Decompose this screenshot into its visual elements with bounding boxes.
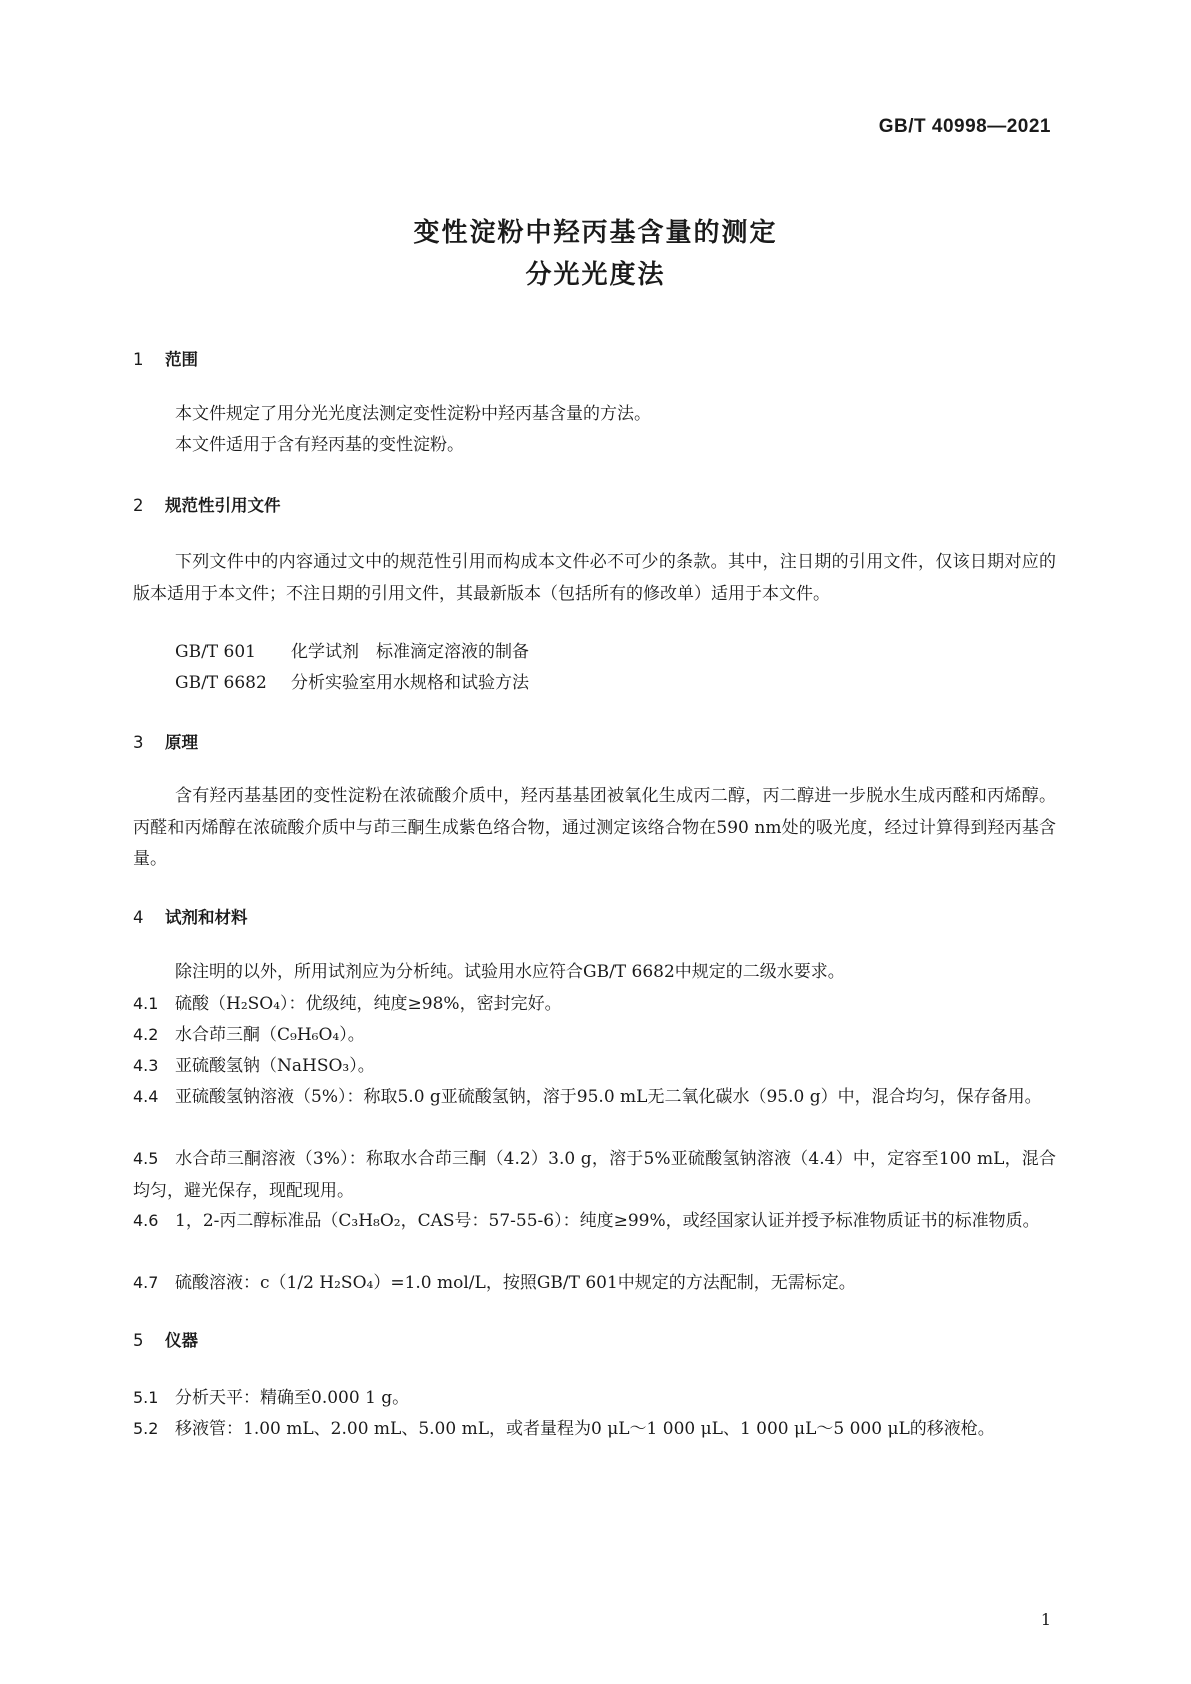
- reference-code: GB/T 6682: [175, 673, 267, 693]
- reagents-intro: 除注明的以外，所用试剂应为分析纯。试验用水应符合GB/T 6682中规定的二级水要求。: [175, 962, 845, 982]
- document-title-line1: 变性淀粉中羟丙基含量的测定: [413, 218, 778, 248]
- item-text: 移液管：1.00 mL、2.00 mL、5.00 mL，或者量程为0 μL～1 000 μL、1 000 μL～5 000 μL的移液枪。: [175, 1419, 995, 1439]
- section-title: 试剂和材料: [165, 908, 248, 927]
- reference-item: [175, 668, 529, 693]
- reagent-item: [133, 1267, 1056, 1300]
- section-heading-normative-references: [133, 492, 281, 516]
- item-number: 4.5: [133, 1149, 159, 1168]
- item-text: 硫酸（H₂SO₄）：优级纯，纯度≥98%，密封完好。: [175, 994, 562, 1014]
- item-text: 硫酸溶液：c（1/2 H₂SO₄）=1.0 mol/L，按照GB/T 601中规定的方法配制，无需标定。: [175, 1273, 856, 1293]
- reference-title: 分析实验室用水规格和试验方法: [291, 673, 529, 693]
- principle-paragraph: 含有羟丙基基团的变性淀粉在浓硫酸介质中，羟丙基基团被氧化生成丙二醇，丙二醇进一步脱水生成丙醛和丙烯醇。丙醛和丙烯醇在浓硫酸介质中与茚三酮生成紫色络合物，通过测定该络合物在590 nm处的吸光度，经过计算得到羟丙基含量。: [133, 786, 1056, 869]
- reagent-item: [133, 1205, 1056, 1238]
- scope-paragraph-2: 本文件适用于含有羟丙基的变性淀粉。: [175, 435, 464, 455]
- reference-code: GB/T 601: [175, 642, 256, 662]
- reagent-item: [133, 1050, 1056, 1083]
- item-text: 分析天平：精确至0.000 1 g。: [175, 1388, 410, 1408]
- section-title: 规范性引用文件: [165, 496, 281, 515]
- item-number: 4.6: [133, 1211, 159, 1230]
- page-number: 1: [1040, 1610, 1051, 1629]
- apparatus-item: [133, 1413, 1056, 1446]
- item-number: 4.1: [133, 994, 159, 1013]
- reagent-item: [133, 1081, 1056, 1114]
- section-heading-reagents: [133, 904, 248, 928]
- reagent-item: [133, 1143, 1056, 1207]
- reagent-item: [133, 988, 1056, 1021]
- item-text: 水合茚三酮（C₉H₆O₄）。: [175, 1025, 365, 1045]
- scope-paragraph-1: 本文件规定了用分光光度法测定变性淀粉中羟丙基含量的方法。: [175, 404, 651, 424]
- item-text: 水合茚三酮溶液（3%）：称取水合茚三酮（4.2）3.0 g，溶于5%亚硫酸氢钠溶液（4.4）中，定容至100 mL，混合均匀，避光保存，现配现用。: [133, 1149, 1056, 1201]
- references-paragraph: 下列文件中的内容通过文中的规范性引用而构成本文件必不可少的条款。其中，注日期的引用文件，仅该日期对应的版本适用于本文件；不注日期的引用文件，其最新版本（包括所有的修改单）适用于本文件。: [133, 552, 1056, 604]
- item-number: 4.3: [133, 1056, 159, 1075]
- section-number: 2: [133, 496, 144, 515]
- section-title: 原理: [165, 733, 198, 752]
- document-title-line2: 分光光度法: [525, 260, 666, 290]
- item-text: 亚硫酸氢钠（NaHSO₃）。: [175, 1056, 375, 1076]
- apparatus-item: [133, 1382, 1056, 1415]
- section-number: 4: [133, 908, 144, 927]
- section-heading-scope: [133, 346, 198, 370]
- item-number: 4.2: [133, 1025, 159, 1044]
- item-number: 4.4: [133, 1087, 159, 1106]
- section-number: 5: [133, 1331, 144, 1350]
- item-number: 5.1: [133, 1388, 159, 1407]
- item-number: 5.2: [133, 1419, 159, 1438]
- item-text: 亚硫酸氢钠溶液（5%）：称取5.0 g亚硫酸氢钠，溶于95.0 mL无二氧化碳水（95.0 g）中，混合均匀，保存备用。: [175, 1087, 1042, 1107]
- reference-title: 化学试剂 标准滴定溶液的制备: [291, 642, 529, 662]
- section-title: 仪器: [165, 1331, 198, 1350]
- section-number: 3: [133, 733, 144, 752]
- item-text: 1，2-丙二醇标准品（C₃H₈O₂，CAS号：57-55-6）：纯度≥99%，或经国家认证并授予标准物质证书的标准物质。: [175, 1211, 1040, 1231]
- reagent-item: [133, 1019, 1056, 1052]
- reference-item: [175, 637, 529, 662]
- section-number: 1: [133, 350, 144, 369]
- section-heading-principle: [133, 729, 198, 753]
- standard-code: GB/T 40998—2021: [878, 116, 1051, 137]
- section-title: 范围: [165, 350, 198, 369]
- item-number: 4.7: [133, 1273, 159, 1292]
- section-heading-apparatus: [133, 1327, 198, 1351]
